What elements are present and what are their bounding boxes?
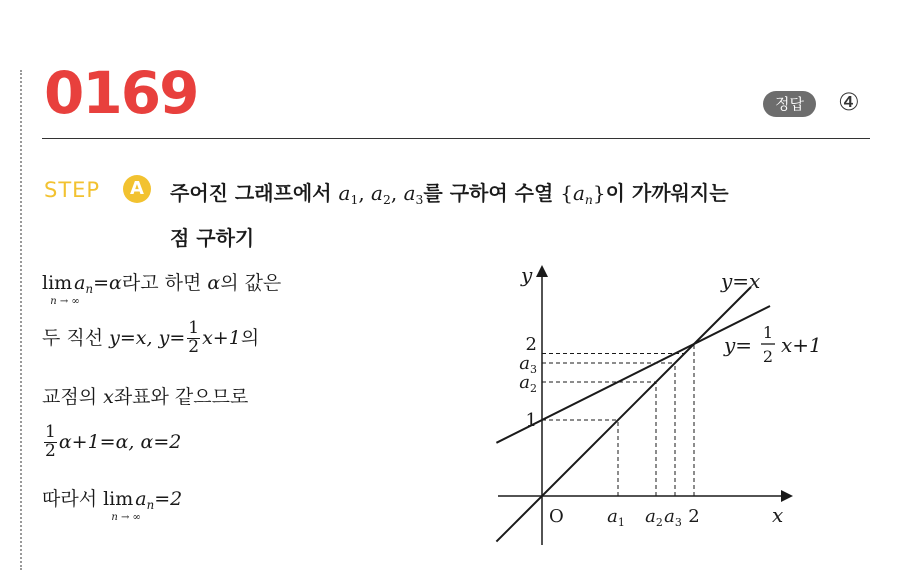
x-tick-label: $a_2$ [645,506,663,529]
x-tick-label: $a_1$ [607,506,625,529]
y-tick-label: $a_3$ [519,353,537,376]
fraction: $\frac{1}{2}$ [45,422,56,461]
svg-text:y=: y= [724,333,753,357]
x-axis-label: x [772,503,784,527]
solution-line-4: $\frac{1}{2}$ α+1=α, α=2 [45,422,182,461]
solution-line-3: 교점의 x좌표와 같으므로 [42,386,249,408]
limit-operator: lim n → ∞ [103,488,141,523]
step-badge: A [123,175,151,203]
x-tick-label: $a_3$ [664,506,682,529]
x-tick-label: 2 [688,506,700,527]
solution-line-5: 따라서 lim n → ∞ $a_n=2$ [42,488,183,523]
y-tick-labels [519,334,537,431]
problem-number: 0169 [44,59,198,127]
x-tick-labels [607,506,700,529]
line-y-equals-half-x-plus-1 [496,306,770,443]
solution-line-2: 두 직선 y=x, y= $\frac{1}{2}$ x+1의 [42,318,260,357]
line1-label: y=x [721,269,761,293]
step-title-line2: 점 구하기 [170,226,255,250]
fraction: $\frac{1}{2}$ [188,318,200,357]
origin-label: O [549,506,564,527]
limit-operator: lim n → ∞ [42,272,80,307]
y-tick-label: $a_2$ [519,372,537,395]
line2-label [723,323,822,366]
y-tick-label: 2 [525,334,537,355]
answer-badge: 정답 [763,91,816,117]
step-label: STEP [44,178,101,202]
solution-line-1: lim n → ∞ $a_n=\alpha$라고 하면 α의 값은 [42,272,282,307]
svg-text:x+1: x+1 [781,333,822,357]
y-tick-label: 1 [525,410,537,431]
answer-value: ④ [838,88,860,116]
y-axis-label: y [521,263,533,287]
svg-text:2: 2 [762,347,774,366]
step-title-line1: 주어진 그래프에서 $a_1$, $a_2$, $a_3$를 구하여 수열 $\{a_n\}$이 가까워지는 [170,181,729,207]
svg-text:1: 1 [762,323,774,342]
